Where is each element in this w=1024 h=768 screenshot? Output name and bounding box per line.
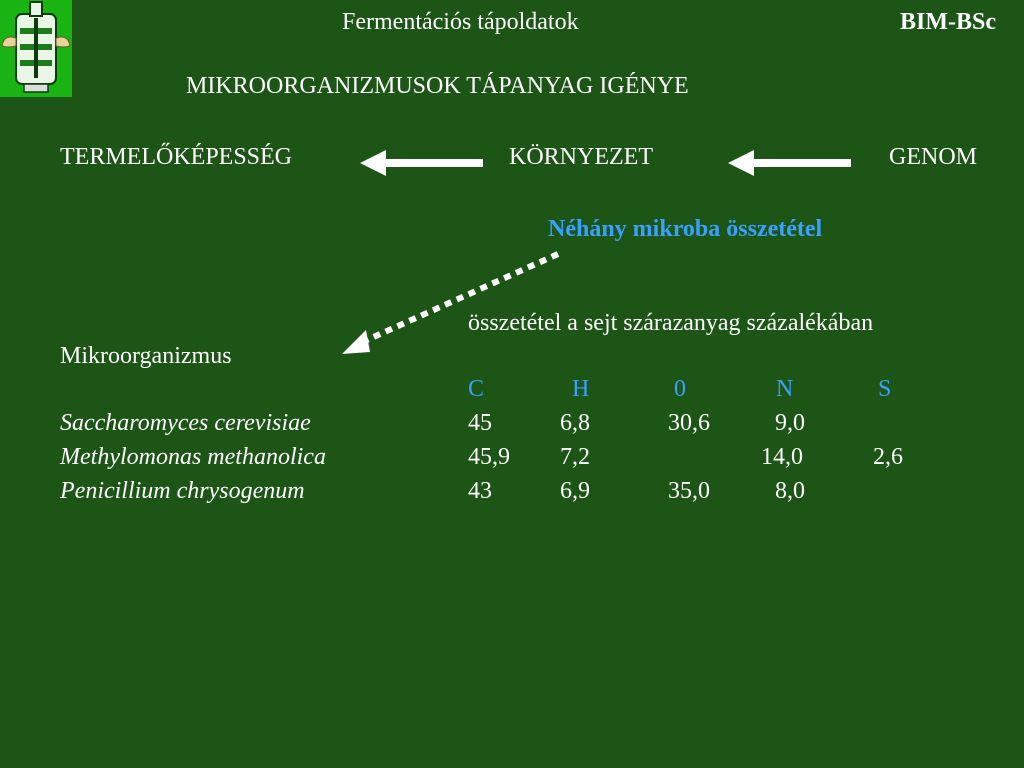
table-cell: 30,6 [668,410,710,436]
dotted-arrow-icon [330,240,570,365]
callout-label: Néhány mikroba összetétel [548,216,823,242]
column-header-h: H [572,376,590,402]
table-heading: összetétel a sejt szárazanyag százalékában [468,310,874,336]
left-arrow-icon [360,148,485,178]
column-header-n: N [776,376,794,402]
flow-environment-label: KÖRNYEZET [509,144,653,170]
table-row-name: Methylomonas methanolica [60,444,326,470]
table-cell: 8,0 [775,478,805,504]
bioreactor-logo-icon [0,0,72,97]
logo [0,0,72,97]
flow-productivity-label: TERMELŐKÉPESSÉG [60,144,293,170]
table-cell: 14,0 [761,444,803,470]
column-header-c: C [468,376,485,402]
table-cell: 45,9 [468,444,510,470]
table-row-name: Saccharomyces cerevisiae [60,410,311,436]
slide-header-title: Fermentációs tápoldatok [342,9,579,35]
brand-label: BIM-BSc [900,9,996,35]
table-cell: 9,0 [775,410,805,436]
flow-genome-label: GENOM [889,144,977,170]
table-row-name: Penicillium chrysogenum [60,478,305,504]
table-cell: 6,8 [560,410,590,436]
left-arrow-icon [728,148,853,178]
table-cell: 35,0 [668,478,710,504]
table-cell: 6,9 [560,478,590,504]
column-header-s: S [878,376,892,402]
table-cell: 7,2 [560,444,590,470]
table-cell: 43 [468,478,492,504]
table-cell: 2,6 [873,444,903,470]
table-cell: 45 [468,410,492,436]
column-header-o: 0 [674,376,686,402]
slide-subtitle: MIKROORGANIZMUSOK TÁPANYAG IGÉNYE [186,73,689,99]
row-label-header: Mikroorganizmus [60,343,232,369]
